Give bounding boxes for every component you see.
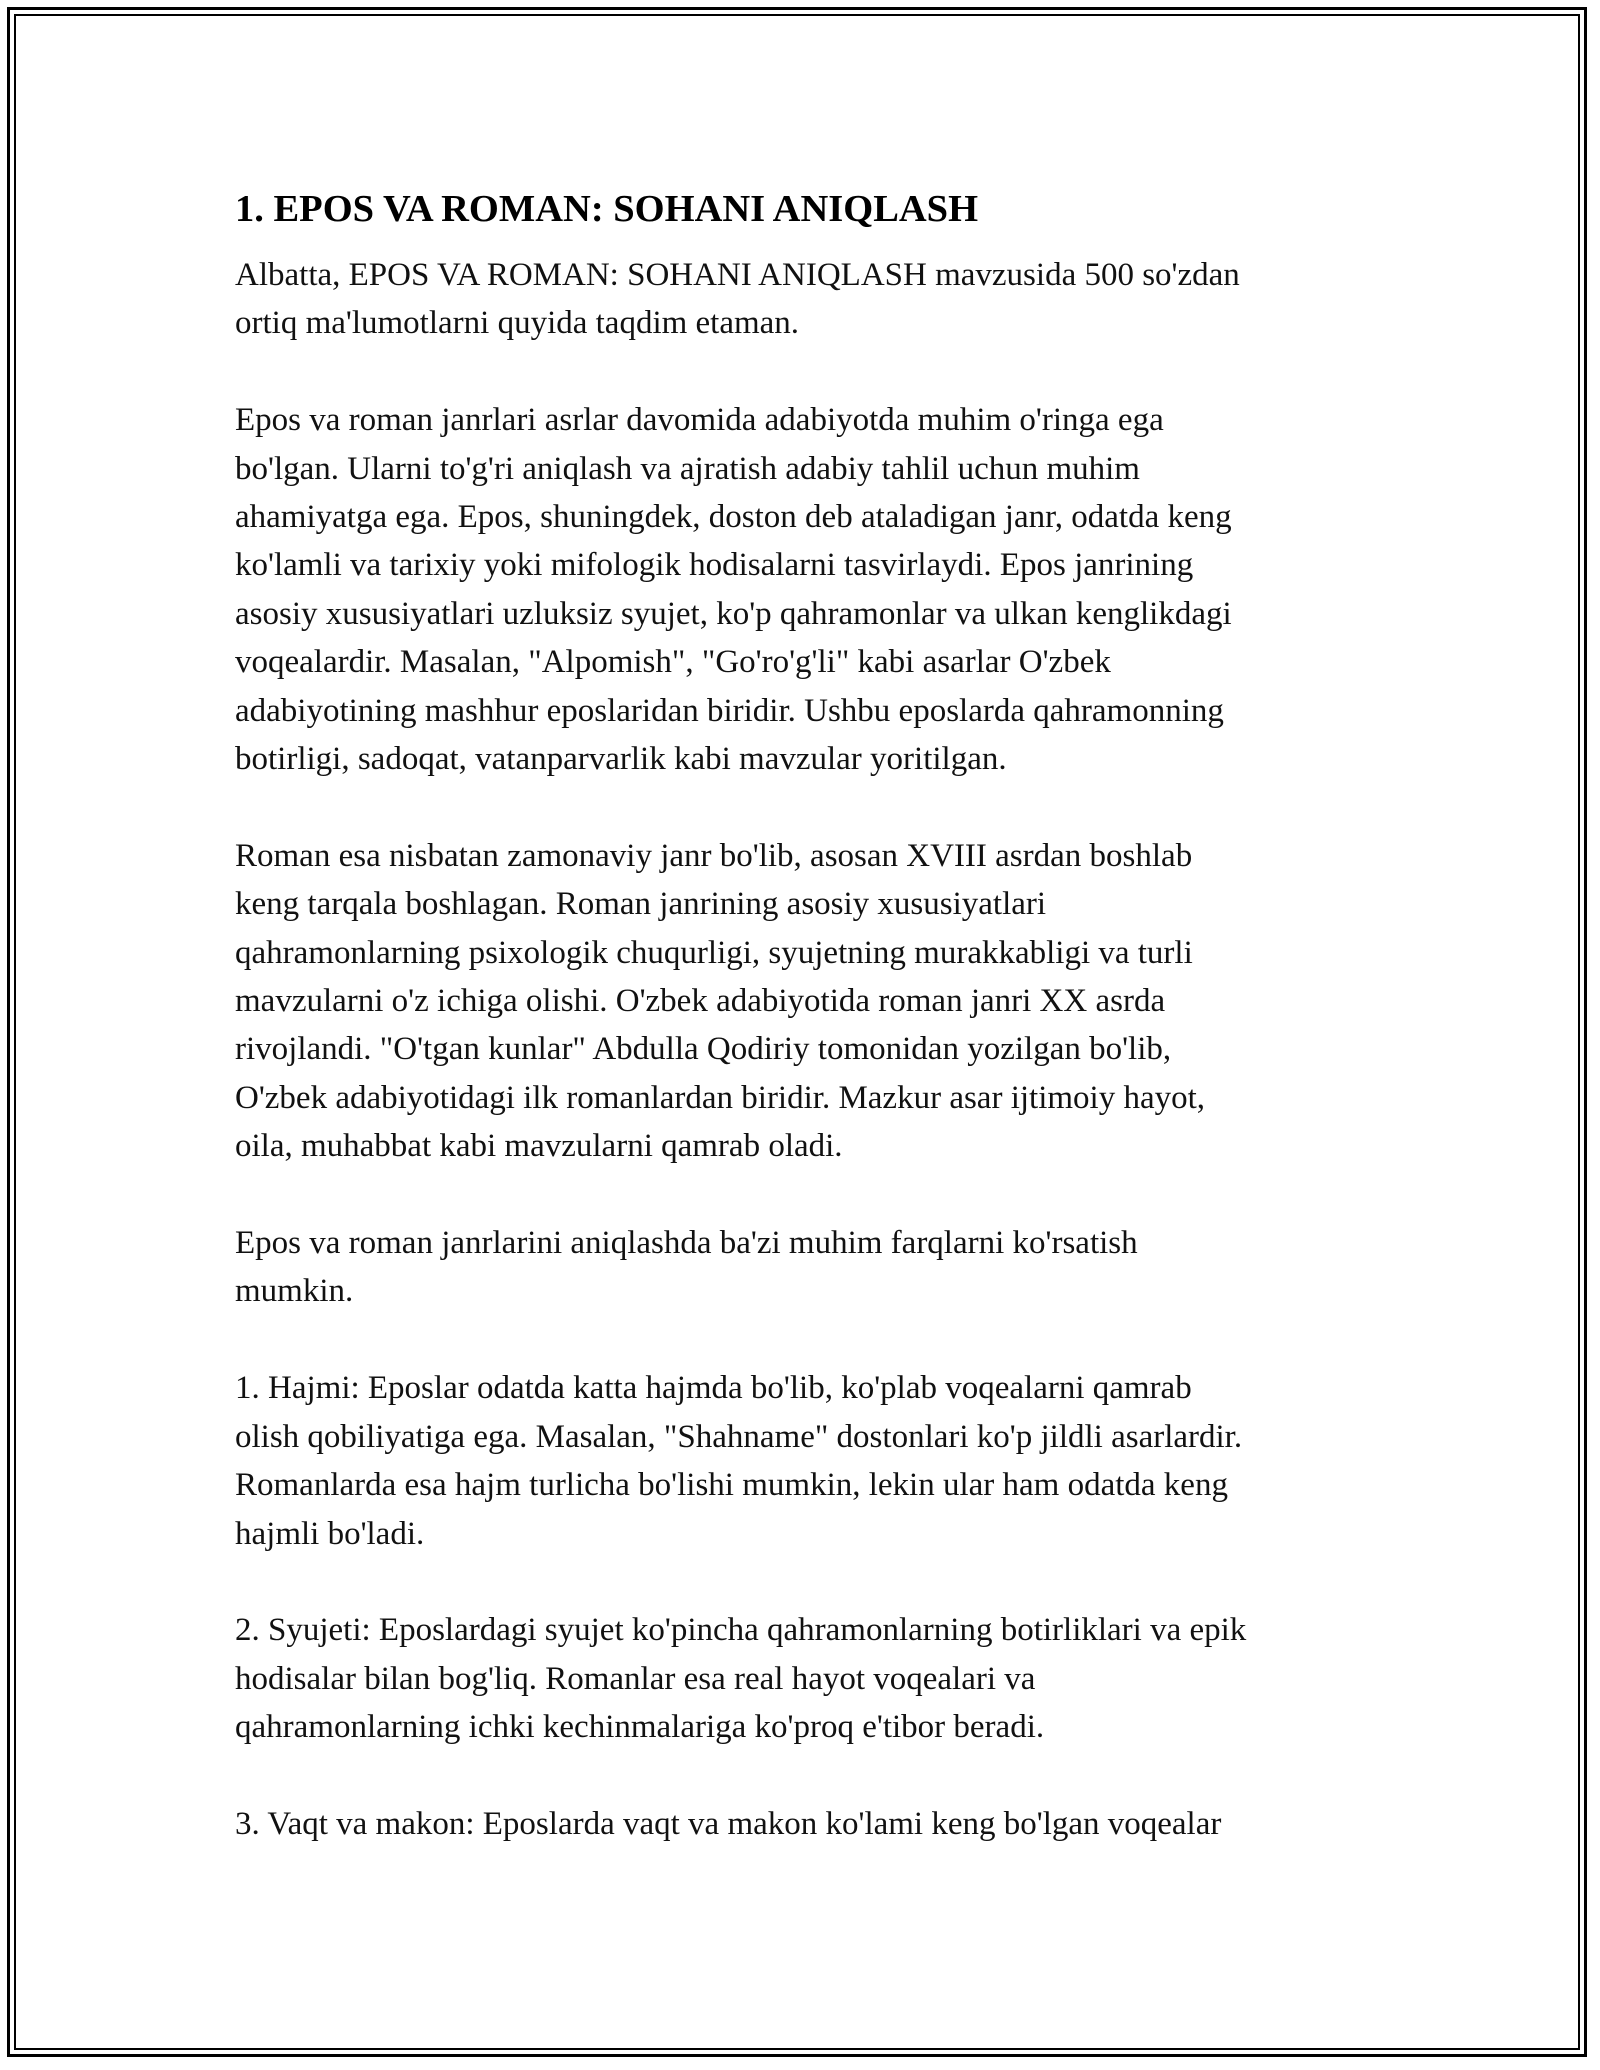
text-line: hodisalar bilan bog'liq. Romanlar esa real hayot voqealari va: [235, 1660, 1036, 1697]
text-line: 2. Syujeti: Eposlardagi syujet ko'pincha qahramonlarning botirliklari va epik: [235, 1612, 1247, 1649]
document-body: [235, 185, 1375, 1897]
text-line: ahamiyatga ega. Epos, shuningdek, doston deb ataladigan janr, odatda keng: [235, 499, 1232, 536]
text-line: rivojlandi. "O'tgan kunlar" Abdulla Qodiriy tomonidan yozilgan bo'lib,: [235, 1031, 1172, 1068]
text-line: Epos va roman janrlarini aniqlashda ba'zi muhim farqlarni ko'rsatish: [235, 1225, 1138, 1262]
text-line: 3. Vaqt va makon: Eposlarda vaqt va makon ko'lami keng bo'lgan voqealar: [235, 1805, 1222, 1842]
text-line: Romanlarda esa hajm turlicha bo'lishi mumkin, lekin ular ham odatda keng: [235, 1467, 1228, 1504]
text-line: O'zbek adabiyotidagi ilk romanlardan biridir. Mazkur asar ijtimoiy hayot,: [235, 1079, 1206, 1116]
section-heading: 1. EPOS VA ROMAN: SOHANI ANIQLASH: [235, 188, 979, 230]
text-line: asosiy xususiyatlari uzluksiz syujet, ko'p qahramonlar va ulkan kenglikdagi: [235, 595, 1232, 632]
text-line: voqealardir. Masalan, "Alpomish", "Go'ro'g'li" kabi asarlar O'zbek: [235, 644, 1111, 681]
text-line: keng tarqala boshlagan. Roman janrining asosiy xususiyatlari: [235, 886, 1047, 923]
text-line: 1. Hajmi: Eposlar odatda katta hajmda bo'lib, ko'plab voqealarni qamrab: [235, 1370, 1192, 1407]
text-line: mavzularni o'z ichiga olishi. O'zbek adabiyotida roman janri XX asrda: [235, 983, 1166, 1020]
text-line: Epos va roman janrlari asrlar davomida adabiyotda muhim o'ringa ega: [235, 402, 1164, 439]
text-line: qahramonlarning ichki kechinmalariga ko'proq e'tibor beradi.: [235, 1709, 1045, 1746]
list-item-hajmi: [235, 1364, 1375, 1558]
text-line: hajmli bo'ladi.: [235, 1515, 425, 1552]
paragraph-roman: [235, 832, 1375, 1171]
paragraph-intro: [235, 251, 1375, 348]
text-line: qahramonlarning psixologik chuqurligi, syujetning murakkabligi va turli: [235, 934, 1193, 971]
text-line: ko'lamli va tarixiy yoki mifologik hodisalarni tasvirlaydi. Epos janrining: [235, 547, 1194, 584]
text-line: adabiyotining mashhur eposlaridan biridir. Ushbu eposlarda qahramonning: [235, 692, 1224, 729]
paragraph-epos: [235, 396, 1375, 783]
text-line: botirligi, sadoqat, vatanparvarlik kabi mavzular yoritilgan.: [235, 741, 1007, 778]
text-line: Albatta, EPOS VA ROMAN: SOHANI ANIQLASH mavzusida 500 so'zdan: [235, 257, 1240, 293]
text-line: bo'lgan. Ularni to'g'ri aniqlash va ajratish adabiy tahlil uchun muhim: [235, 450, 1140, 487]
text-line: ortiq ma'lumotlarni quyida taqdim etaman.: [235, 305, 800, 342]
list-item-vaqt-makon: [235, 1800, 1375, 1848]
text-line: olish qobiliyatiga ega. Masalan, "Shahname" dostonlari ko'p jildli asarlardir.: [235, 1418, 1243, 1455]
paragraph-differences-intro: [235, 1219, 1375, 1316]
text-line: oila, muhabbat kabi mavzularni qamrab oladi.: [235, 1128, 843, 1165]
text-line: Roman esa nisbatan zamonaviy janr bo'lib, asosan XVIII asrdan boshlab: [235, 837, 1193, 874]
list-item-syujeti: [235, 1606, 1375, 1751]
text-line: mumkin.: [235, 1273, 354, 1310]
